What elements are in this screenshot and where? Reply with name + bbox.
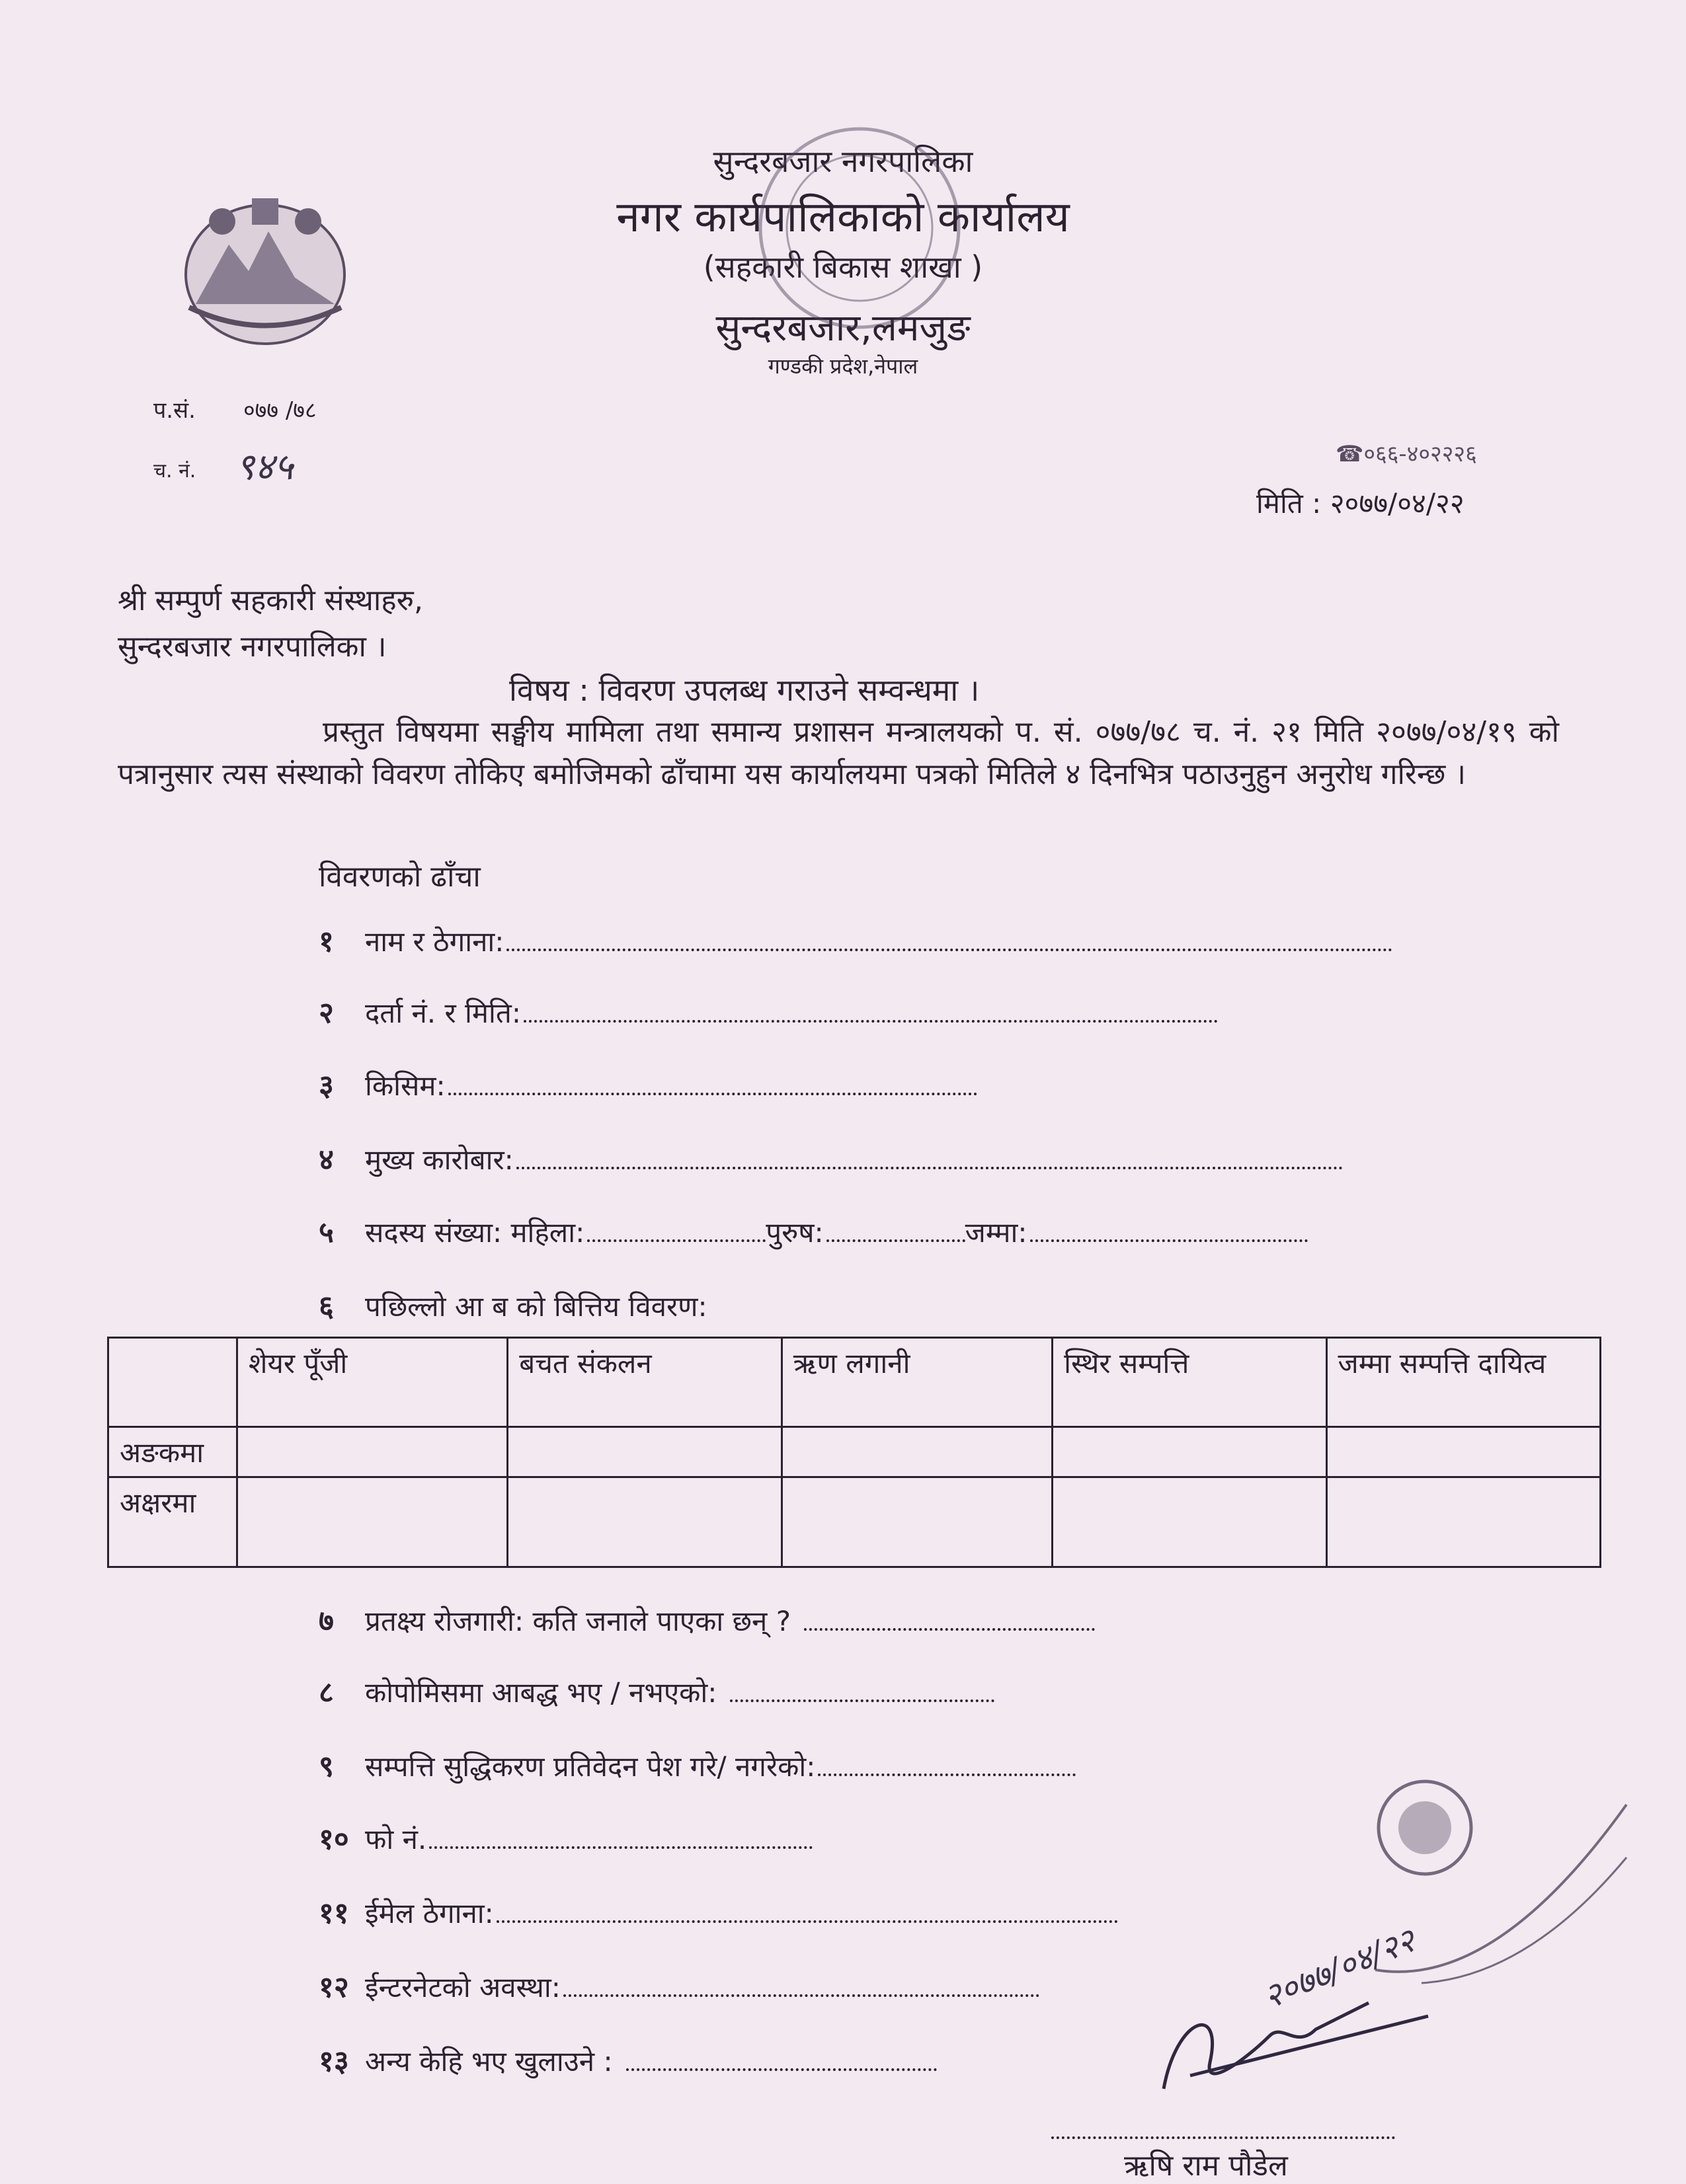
item-number: ९ <box>319 1750 334 1783</box>
table-header-cell: बचत संकलन <box>508 1338 782 1427</box>
fill-line <box>563 1974 1039 1997</box>
financial-details-table <box>107 1337 1601 1568</box>
table-cell[interactable] <box>1326 1427 1600 1477</box>
item-label: नाम र ठेगाना: <box>365 925 504 958</box>
dispatch-number-value: ९४५ <box>235 446 294 488</box>
table-cell[interactable] <box>508 1427 782 1477</box>
fill-line <box>524 1000 1218 1023</box>
item-number: १३ <box>319 2045 349 2078</box>
province-name: गण्डकी प्रदेश,नेपाल <box>768 354 918 379</box>
body-paragraph: प्रस्तुत विषयमा सङ्घीय मामिला तथा समान्य प्रशासन मन्त्रालयको प. सं. ०७७/७८ च. नं. २१ मिति २०७७/०४/१९ को पत्रानुसार त्यस संस्थाको विवरण तोकिए बमोजिमको ढाँचामा यस कार्यालयमा पत्रको मितिले ४ दिनभित्र पठाउनुहुन अनुरोध गरिन्छ । <box>118 715 1559 791</box>
addressee-line-2: सुन्दरबजार नगरपालिका । <box>118 630 387 664</box>
form-item-registration <box>319 992 1218 1031</box>
fill-line <box>429 1826 813 1849</box>
item-label: फो नं. <box>365 1823 427 1855</box>
fill-line <box>516 1147 1343 1169</box>
item-number: १२ <box>319 1970 349 2004</box>
form-item-members <box>319 1211 1308 1251</box>
item-number: १० <box>319 1822 349 1856</box>
item-label: ईमेल ठेगाना: <box>365 1897 494 1930</box>
form-item-phone <box>319 1818 813 1857</box>
row-label-figures: अङकमा <box>108 1427 237 1477</box>
form-item-employment <box>319 1600 1095 1639</box>
fill-line <box>506 929 1392 951</box>
fill-line <box>497 1900 1118 1923</box>
form-item-other <box>319 2040 937 2080</box>
form-item-copomis <box>319 1671 994 1711</box>
table-header-cell: ऋण लगानी <box>782 1338 1052 1427</box>
item-label: दर्ता नं. र मिति: <box>365 997 521 1029</box>
item-number: ६ <box>319 1290 334 1323</box>
table-row <box>108 1427 1601 1477</box>
table-header-cell: जम्मा सम्पत्ति दायित्व <box>1326 1338 1600 1427</box>
item-number: ७ <box>319 1604 334 1638</box>
office-name: नगर कार्यपालिकाको कार्यालय <box>616 193 1070 242</box>
table-cell[interactable] <box>237 1477 507 1567</box>
handwritten-date: २०७७/०४/२२ <box>1258 1920 1421 2017</box>
ref-number-label: प.सं. <box>153 397 196 424</box>
table-header-cell: स्थिर सम्पत्ति <box>1053 1338 1326 1427</box>
branch-name: (सहकारी बिकास शाखा ) <box>703 249 983 285</box>
form-item-type <box>319 1064 977 1104</box>
fill-line-female <box>587 1220 766 1242</box>
table-cell[interactable] <box>508 1477 782 1567</box>
subject-line: विषय : विवरण उपलब्ध गराउने सम्वन्धमा । <box>509 672 980 708</box>
fill-line <box>730 1680 994 1702</box>
form-item-name-address <box>319 920 1392 960</box>
date-label: मिति : <box>1256 487 1322 520</box>
signatory-name: ऋषि राम पौडेल <box>1124 2149 1288 2183</box>
table-cell[interactable] <box>782 1427 1052 1477</box>
item-number: १ <box>319 925 334 958</box>
form-item-aml-report <box>319 1745 1076 1785</box>
item-label: मुख्य कारोबार: <box>365 1144 514 1176</box>
fill-line <box>448 1073 977 1095</box>
total-label: जम्मा: <box>965 1216 1027 1249</box>
addressee-line-1: श्री सम्पुर्ण सहकारी संस्थाहरु, <box>118 584 423 617</box>
fill-line-male <box>826 1220 965 1242</box>
municipality-name: सुन्दरबजार नगरपालिका <box>713 143 973 179</box>
item-number: ४ <box>319 1143 334 1177</box>
item-number: ३ <box>319 1069 334 1103</box>
item-label: सदस्य संख्या: महिला: <box>365 1216 585 1249</box>
table-header-row <box>108 1338 1601 1427</box>
item-label: सम्पत्ति सुद्धिकरण प्रतिवेदन पेश गरे/ नगरेको: <box>365 1750 816 1783</box>
item-number: ८ <box>319 1676 334 1709</box>
item-label: कोपोमिसमा आबद्ध भए / नभएको: <box>365 1676 717 1709</box>
letter-date <box>1256 484 1465 522</box>
table-cell[interactable] <box>782 1477 1052 1567</box>
fill-line <box>626 2048 937 2071</box>
table-cell[interactable] <box>237 1427 507 1477</box>
table-cell[interactable] <box>1326 1477 1600 1567</box>
fill-line <box>804 1608 1095 1631</box>
dispatch-number-label: च. नं. <box>153 459 196 483</box>
table-header-cell <box>108 1338 237 1427</box>
fill-line <box>818 1754 1076 1776</box>
signature-line <box>1051 2136 1395 2139</box>
item-number: ११ <box>319 1896 349 1930</box>
ref-number-value: ०७७ /७८ <box>243 397 317 424</box>
form-heading: विवरणको ढाँचा <box>319 860 481 894</box>
male-label: पुरुष: <box>766 1216 824 1249</box>
item-label: किसिम: <box>365 1070 446 1102</box>
office-place: सुन्दरबजार,लमजुङ <box>715 307 971 350</box>
date-value: २०७७/०४/२२ <box>1330 487 1465 520</box>
form-item-main-business <box>319 1138 1343 1178</box>
table-cell[interactable] <box>1053 1427 1326 1477</box>
item-number: ५ <box>319 1216 334 1249</box>
item-label: प्रतक्ष्य रोजगारी: कति जनाले पाएका छन् ? <box>365 1605 791 1637</box>
item-label: पछिल्लो आ ब को बित्तिय विवरण: <box>365 1290 707 1323</box>
form-item-email <box>319 1892 1118 1931</box>
table-row <box>108 1477 1601 1567</box>
form-item-internet <box>319 1966 1039 2006</box>
phone-number <box>1336 438 1477 468</box>
phone-icon: ☎ <box>1336 441 1364 467</box>
item-label: अन्य केहि भए खुलाउने : <box>365 2045 613 2078</box>
row-label-words: अक्षरमा <box>108 1477 237 1567</box>
office-stamp-icon <box>747 109 972 347</box>
phone-value: ०६६-४०२२२६ <box>1363 441 1477 467</box>
item-label: ईन्टरनेटको अवस्था: <box>365 1971 561 2004</box>
item-number: २ <box>319 996 334 1030</box>
fill-line-total <box>1030 1220 1308 1242</box>
form-item-financial <box>319 1285 707 1325</box>
table-cell[interactable] <box>1053 1477 1326 1567</box>
table-header-cell: शेयर पूँजी <box>237 1338 507 1427</box>
